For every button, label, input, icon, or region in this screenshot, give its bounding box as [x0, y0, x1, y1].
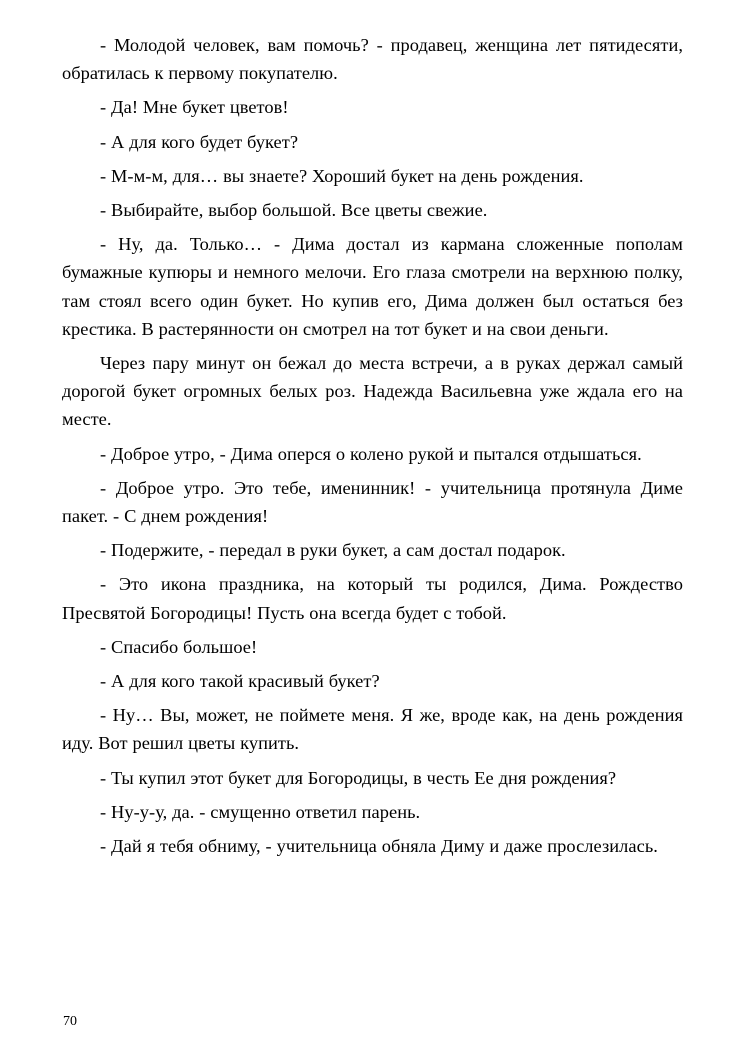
paragraph: - Ты купил этот букет для Богородицы, в честь Ее дня рождения?	[100, 767, 617, 788]
paragraph: Через пару минут он бежал до места встречи, а в руках держал самый дорогой букет огромных белых роз. Надежда Васильевна уже ждала его на месте.	[62, 353, 683, 430]
paragraph: - М-м-м, для… вы знаете? Хороший букет на день рождения.	[100, 165, 584, 186]
paragraph: - Доброе утро, - Дима оперся о колено рукой и пытался отдышаться.	[100, 443, 642, 464]
paragraph: - Спасибо большое!	[100, 636, 258, 657]
page-number: 70	[63, 1014, 77, 1029]
body-text-column	[62, 31, 683, 860]
paragraph: - Молодой человек, вам помочь? - продавец, женщина лет пятидесяти, обратилась к первому покупателю.	[62, 35, 683, 84]
paragraph: - Выбирайте, выбор большой. Все цветы свежие.	[100, 200, 488, 221]
paragraph: - Подержите, - передал в руки букет, а сам достал подарок.	[100, 540, 566, 561]
paragraph: - А для кого будет букет?	[100, 131, 299, 152]
paragraph: - Ну… Вы, может, не поймете меня. Я же, вроде как, на день рождения иду. Вот решил цветы купить.	[62, 705, 683, 754]
paragraph: - Ну-у-у, да. - смущенно ответил парень.	[100, 801, 421, 822]
paragraph: - А для кого такой красивый букет?	[100, 671, 380, 692]
paragraph: - Доброе утро. Это тебе, именинник! - учительница протянула Диме пакет. - С днем рождения!	[62, 477, 683, 527]
paragraph: - Ну, да. Только… - Дима достал из кармана сложенные пополам бумажные купюры и немного мелочи. Его глаза смотрели на верхнюю полку, там стоял всего один букет. Но купив его, Дима должен был остаться без крестика. В растерянности он смотрел на тот букет и на свои деньги.	[62, 234, 683, 339]
paragraph: - Дай я тебя обниму, - учительница обняла Диму и даже прослезилась.	[100, 836, 658, 857]
paragraph: - Это икона праздника, на который ты родился, Дима. Рождество Пресвятой Богородицы! Пусть она всегда будет с тобой.	[62, 574, 683, 623]
paragraph: - Да! Мне букет цветов!	[100, 97, 289, 118]
